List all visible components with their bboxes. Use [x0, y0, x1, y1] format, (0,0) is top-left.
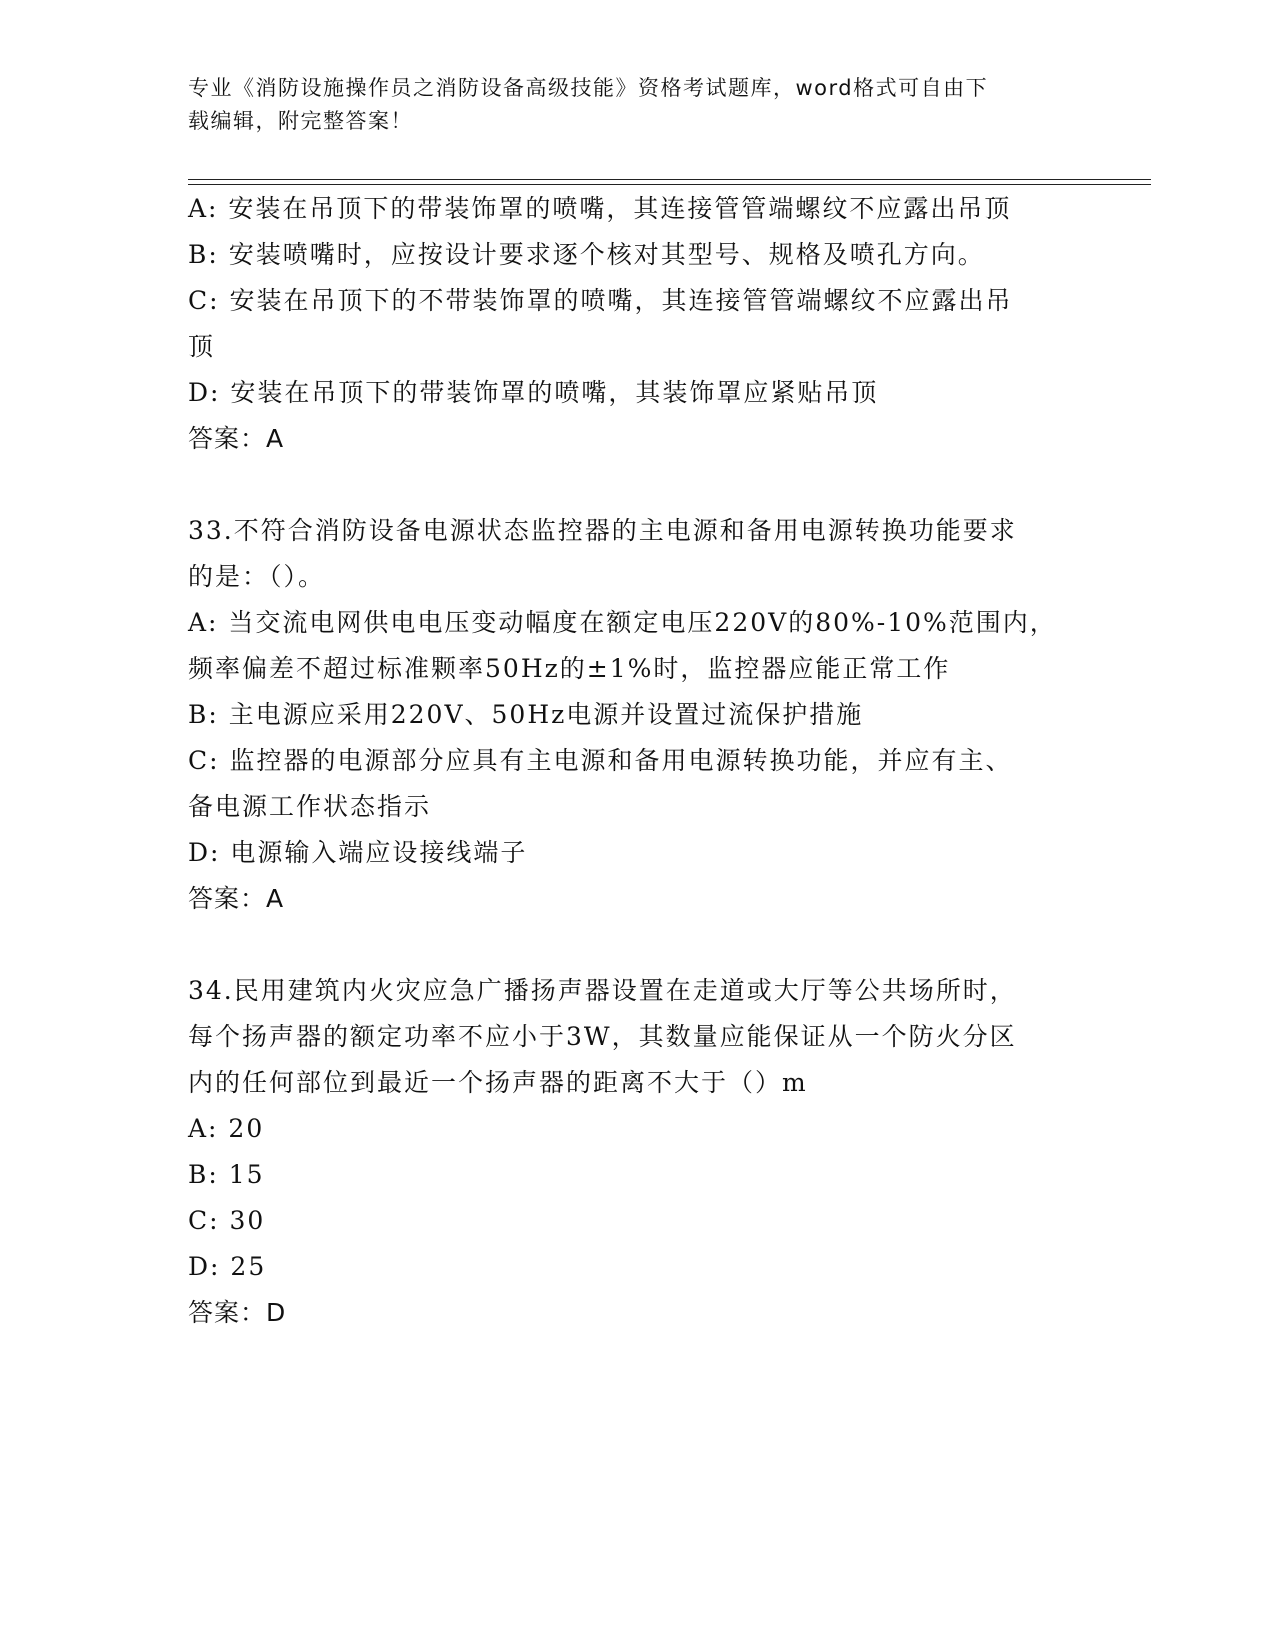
q34-option-c: C: 30 — [188, 1206, 266, 1235]
q32-option-c-line-1: C: 安装在吊顶下的不带装饰罩的喷嘴，其连接管管端螺纹不应露出吊 — [188, 286, 1013, 315]
q32-option-a: A: 安装在吊顶下的带装饰罩的喷嘴，其连接管管端螺纹不应露出吊顶 — [188, 194, 1012, 223]
q33-answer: 答案：A — [188, 884, 285, 913]
q34-option-b: B: 15 — [188, 1160, 265, 1189]
q34-stem-line-3: 内的任何部位到最近一个扬声器的距离不大于（）m — [188, 1068, 808, 1097]
question-32-tail — [188, 186, 1088, 462]
q32-answer: 答案：A — [188, 424, 285, 453]
header-rule-top — [188, 179, 1151, 180]
q34-option-a: A: 20 — [188, 1114, 265, 1143]
q32-option-d: D: 安装在吊顶下的带装饰罩的喷嘴，其装饰罩应紧贴吊顶 — [188, 378, 879, 407]
q34-stem-line-1: 34.民用建筑内火灾应急广播扬声器设置在走道或大厅等公共场所时， — [188, 976, 1017, 1005]
document-header — [188, 72, 1068, 138]
q33-option-d: D: 电源输入端应设接线端子 — [188, 838, 528, 867]
q33-option-b: B: 主电源应采用220V、50Hz电源并设置过流保护措施 — [188, 700, 864, 729]
header-rule-bottom — [188, 184, 1151, 185]
q34-stem-line-2: 每个扬声器的额定功率不应小于3W，其数量应能保证从一个防火分区 — [188, 1022, 1017, 1051]
header-title-line-2: 载编辑，附完整答案！ — [188, 109, 413, 133]
q33-stem-line-1: 33.不符合消防设备电源状态监控器的主电源和备用电源转换功能要求 — [188, 516, 1017, 545]
q33-option-c-line-1: C: 监控器的电源部分应具有主电源和备用电源转换功能，并应有主、 — [188, 746, 1013, 775]
question-34 — [188, 968, 1088, 1336]
q33-option-c-line-2: 备电源工作状态指示 — [188, 792, 432, 821]
q33-stem-line-2: 的是：（）。 — [188, 562, 326, 591]
header-title-line-1: 专业《消防设施操作员之消防设备高级技能》资格考试题库，word格式可自由下 — [188, 76, 989, 100]
q34-option-d: D: 25 — [188, 1252, 267, 1281]
q33-option-a-line-2: 频率偏差不超过标准颗率50Hz的±1%时，监控器应能正常工作 — [188, 654, 951, 683]
q33-option-a-line-1: A: 当交流电网供电电压变动幅度在额定电压220V的80%-10%范围内， — [188, 608, 1057, 637]
question-spacer — [188, 462, 1088, 508]
document-body — [188, 186, 1088, 1336]
q34-answer: 答案：D — [188, 1298, 287, 1327]
question-spacer — [188, 922, 1088, 968]
question-33 — [188, 508, 1088, 922]
q32-option-c-line-2: 顶 — [188, 332, 216, 361]
q32-option-b: B: 安装喷嘴时，应按设计要求逐个核对其型号、规格及喷孔方向。 — [188, 240, 985, 269]
